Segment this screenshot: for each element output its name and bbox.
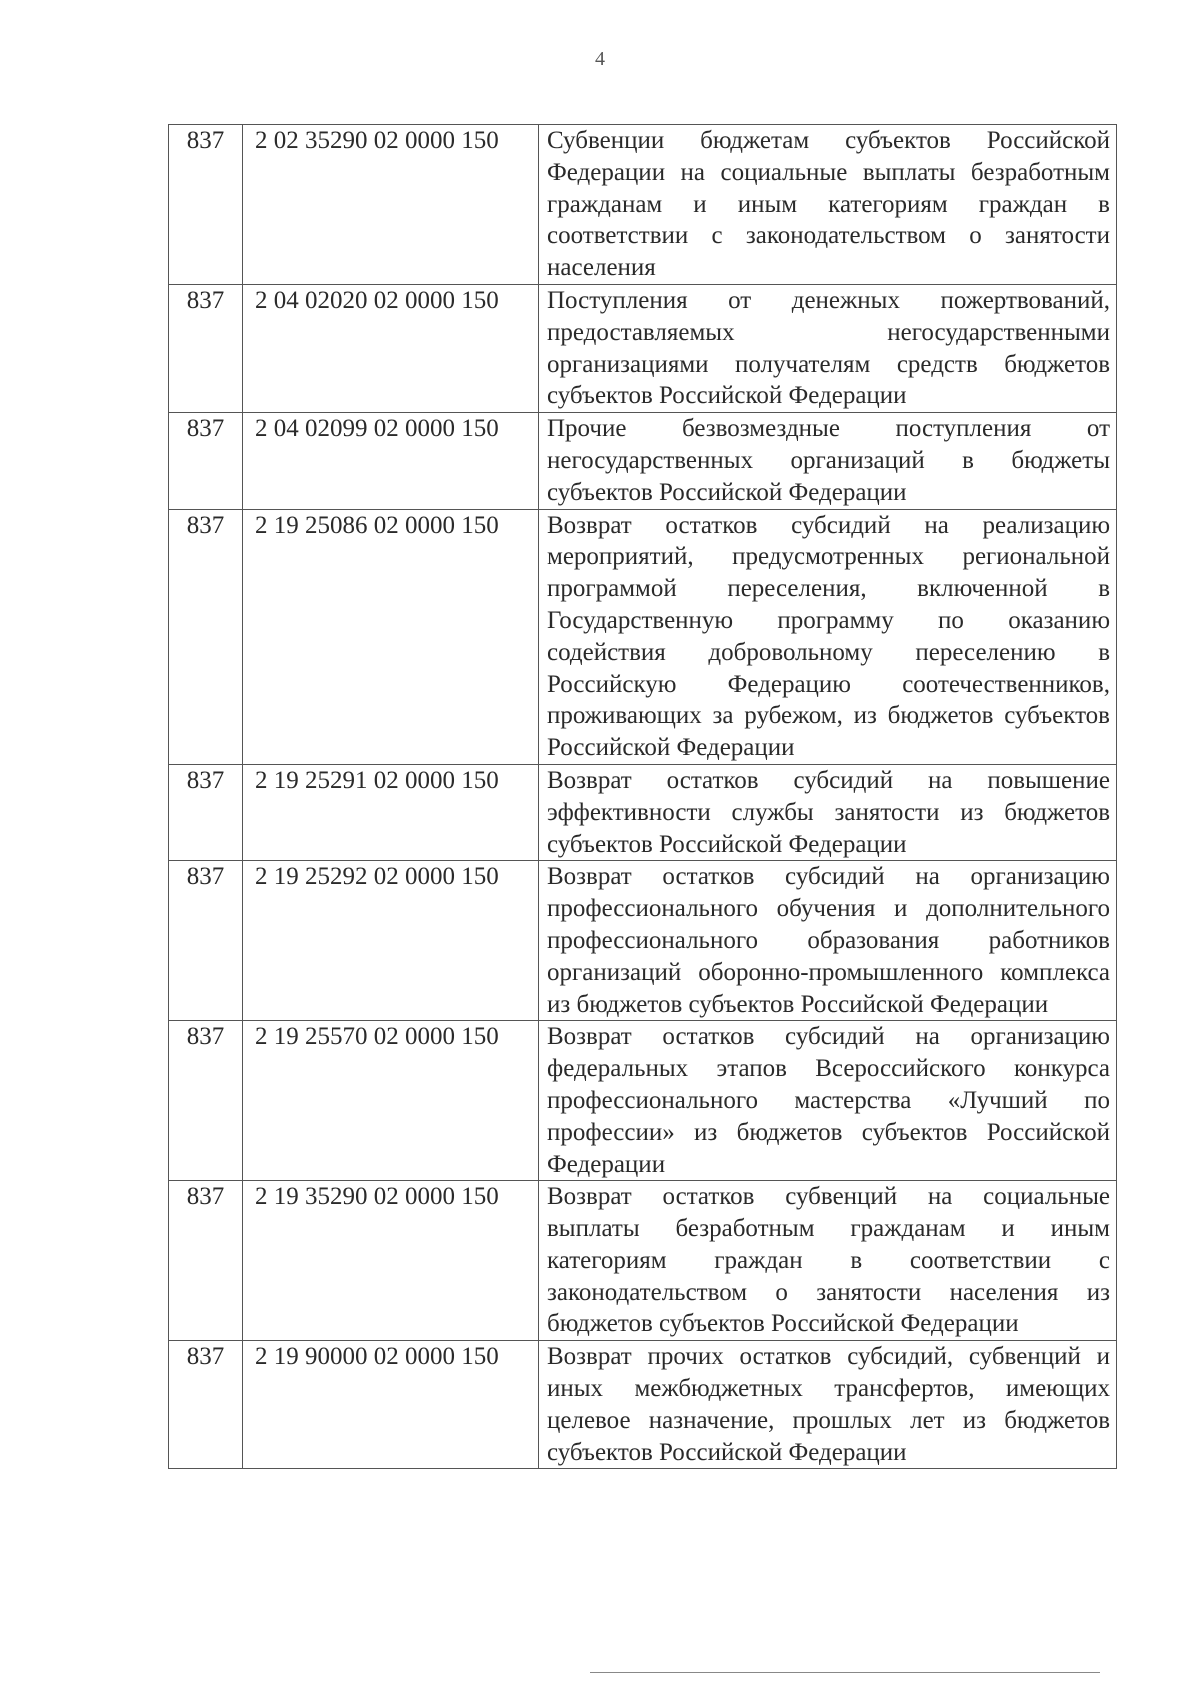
income-name-cell: Поступления от денежных пожертвований, предоставляемых негосударственными организациями получателям средств бюджетов субъектов Российской Федерации [539, 284, 1117, 412]
table-row [169, 284, 1117, 412]
budget-code-cell: 2 02 35290 02 0000 150 [243, 125, 539, 285]
admin-code-cell: 837 [169, 1181, 243, 1341]
admin-code-cell: 837 [169, 764, 243, 860]
budget-code-cell: 2 19 25291 02 0000 150 [243, 764, 539, 860]
income-name-cell: Возврат остатков субсидий на организацию федеральных этапов Всероссийского конкурса профессионального мастерства «Лучший по профессии» из бюджетов субъектов Российской Федерации [539, 1021, 1117, 1181]
income-name-cell: Возврат остатков субвенций на социальные выплаты безработным гражданам и иным категориям граждан в соответствии с законодательством о занятости населения из бюджетов субъектов Российской Федерации [539, 1181, 1117, 1341]
budget-code-cell: 2 19 25086 02 0000 150 [243, 509, 539, 764]
table-row [169, 1181, 1117, 1341]
page-number: 4 [595, 48, 605, 70]
budget-code-cell: 2 04 02099 02 0000 150 [243, 413, 539, 509]
income-name-cell: Возврат остатков субсидий на повышение эффективности службы занятости из бюджетов субъектов Российской Федерации [539, 764, 1117, 860]
income-name-cell: Возврат прочих остатков субсидий, субвенций и иных межбюджетных трансфертов, имеющих целевое назначение, прошлых лет из бюджетов субъектов Российской Федерации [539, 1341, 1117, 1469]
bottom-divider [590, 1672, 1100, 1673]
income-name-cell: Прочие безвозмездные поступления от негосударственных организаций в бюджеты субъектов Российской Федерации [539, 413, 1117, 509]
table-row [169, 1021, 1117, 1181]
income-name-cell: Субвенции бюджетам субъектов Российской Федерации на социальные выплаты безработным гражданам и иным категориям граждан в соответствии с законодательством о занятости населения [539, 125, 1117, 285]
admin-code-cell: 837 [169, 284, 243, 412]
admin-code-cell: 837 [169, 861, 243, 1021]
table-row [169, 413, 1117, 509]
table-row [169, 125, 1117, 285]
table-row [169, 861, 1117, 1021]
budget-code-cell: 2 19 25292 02 0000 150 [243, 861, 539, 1021]
income-name-cell: Возврат остатков субсидий на организацию профессионального обучения и дополнительного профессионального образования работников организаций оборонно-промышленного комплекса из бюджетов субъектов Российской Федерации [539, 861, 1117, 1021]
budget-code-cell: 2 19 25570 02 0000 150 [243, 1021, 539, 1181]
admin-code-cell: 837 [169, 1021, 243, 1181]
budget-code-cell: 2 04 02020 02 0000 150 [243, 284, 539, 412]
budget-code-cell: 2 19 35290 02 0000 150 [243, 1181, 539, 1341]
admin-code-cell: 837 [169, 509, 243, 764]
table-row [169, 1341, 1117, 1469]
admin-code-cell: 837 [169, 125, 243, 285]
admin-code-cell: 837 [169, 413, 243, 509]
income-name-cell: Возврат остатков субсидий на реализацию мероприятий, предусмотренных региональной программой переселения, включенной в Государственную программу по оказанию содействия добровольному переселению в Российскую Федерацию соотечественников, проживающих за рубежом, из бюджетов субъектов Российской Федерации [539, 509, 1117, 764]
table-row [169, 764, 1117, 860]
table-row [169, 509, 1117, 764]
admin-code-cell: 837 [169, 1341, 243, 1469]
budget-codes-table [168, 124, 1117, 1469]
budget-code-cell: 2 19 90000 02 0000 150 [243, 1341, 539, 1469]
